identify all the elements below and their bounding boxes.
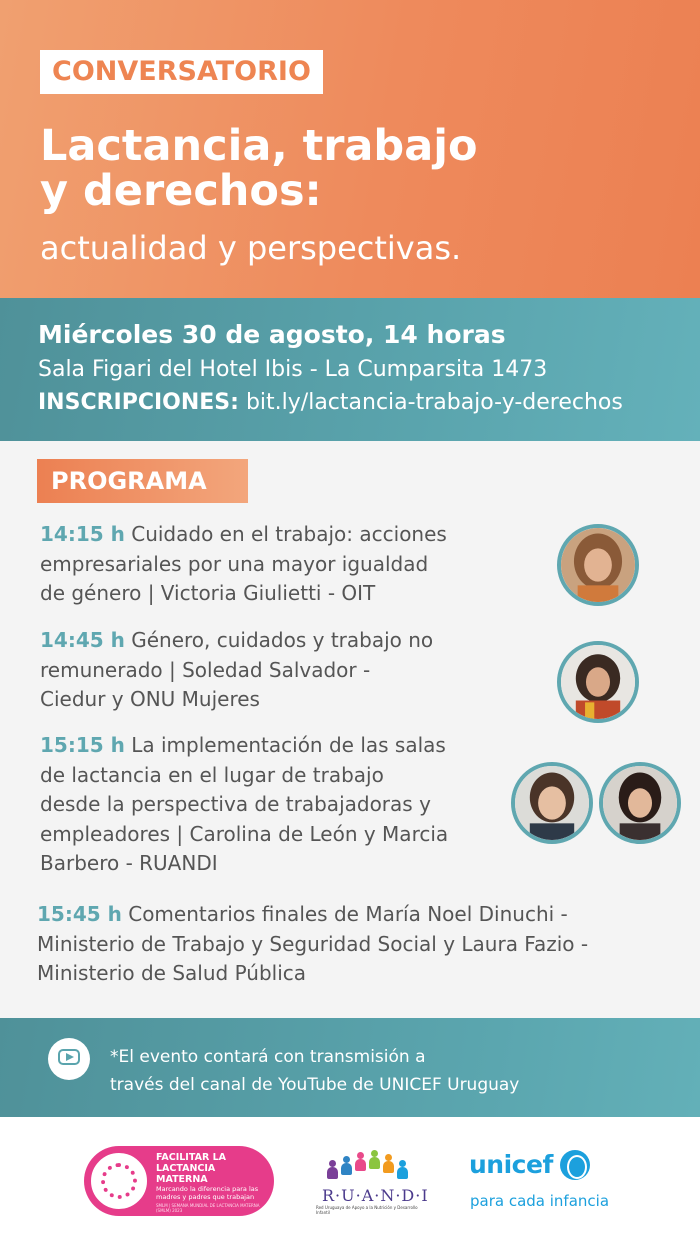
gear-icon bbox=[88, 1150, 150, 1212]
unicef-wordmark: unicef bbox=[469, 1150, 553, 1179]
stream-note bbox=[110, 1043, 519, 1099]
speaker-photo bbox=[561, 645, 635, 719]
event-date: Miércoles 30 de agosto, 14 horas bbox=[38, 320, 506, 349]
smlm-title bbox=[156, 1152, 226, 1185]
item-text: Ciedur y ONU Mujeres bbox=[40, 687, 260, 711]
speaker-photo bbox=[561, 528, 635, 602]
signup-label: INSCRIPCIONES: bbox=[38, 390, 239, 415]
child-figure-icon bbox=[368, 1150, 380, 1170]
speaker-avatar bbox=[599, 762, 681, 844]
item-time: 14:45 h bbox=[40, 628, 125, 652]
unicef-tagline: para cada infancia bbox=[470, 1192, 610, 1210]
event-venue: Sala Figari del Hotel Ibis - La Cumparsita 1473 bbox=[38, 357, 548, 382]
item-text: empleadores | Carolina de León y Marcia bbox=[40, 821, 449, 846]
ruandi-tagline: Red Uruguaya de Apoyo a la Nutrición y Desarrollo Infantil bbox=[316, 1205, 418, 1215]
program-item bbox=[40, 520, 447, 609]
child-figure-icon bbox=[382, 1154, 394, 1174]
ruandi-wordmark: R·U·A·N·D·I bbox=[322, 1186, 429, 1205]
item-text: Barbero - RUANDI bbox=[40, 851, 218, 875]
item-text: La implementación de las salas bbox=[124, 733, 446, 757]
smlm-subtitle: Marcando la diferencia para las madres y padres que trabajan bbox=[156, 1185, 259, 1201]
item-text: Cuidado en el trabajo: acciones bbox=[124, 522, 447, 546]
smlm-logo bbox=[84, 1146, 274, 1216]
smlm-title-line: MATERNA bbox=[156, 1174, 208, 1185]
signup-link[interactable]: bit.ly/lactancia-trabajo-y-derechos bbox=[245, 390, 623, 415]
speaker-avatar bbox=[511, 762, 593, 844]
title-line-1: Lactancia, trabajo bbox=[40, 121, 478, 171]
speaker-avatar bbox=[557, 641, 639, 723]
item-text: empresariales por una mayor igualdad bbox=[40, 551, 429, 576]
stream-note-line: *El evento contará con transmisión a bbox=[110, 1047, 426, 1067]
item-time: 15:15 h bbox=[40, 733, 125, 757]
smlm-title-line: LACTANCIA bbox=[156, 1163, 216, 1174]
unicef-globe-icon bbox=[560, 1150, 590, 1180]
child-figure-icon bbox=[354, 1152, 366, 1172]
item-time: 15:45 h bbox=[37, 902, 122, 926]
event-subtitle: actualidad y perspectivas. bbox=[40, 229, 462, 267]
item-time: 14:15 h bbox=[40, 522, 125, 546]
child-figure-icon bbox=[340, 1156, 352, 1176]
event-type-tag: CONVERSATORIO bbox=[40, 50, 323, 94]
program-heading: PROGRAMA bbox=[37, 459, 248, 503]
title-line-2: y derechos: bbox=[40, 166, 322, 216]
smlm-tiny-text: SMLM | SEMANA MUNDIAL DE LACTANCIA MATERNA (SMLM) 2023 bbox=[156, 1203, 260, 1213]
play-icon bbox=[66, 1053, 74, 1061]
item-text: de lactancia en el lugar de trabajo bbox=[40, 762, 384, 787]
item-text: desde la perspectiva de trabajadoras y bbox=[40, 792, 431, 816]
smlm-title-line: FACILITAR LA bbox=[156, 1152, 226, 1163]
program-item bbox=[37, 900, 588, 989]
speaker-photo bbox=[603, 766, 677, 840]
item-text: Género, cuidados y trabajo no bbox=[124, 628, 434, 652]
program-item bbox=[40, 626, 433, 715]
item-text: de género | Victoria Giulietti - OIT bbox=[40, 581, 376, 605]
signup-line bbox=[38, 387, 623, 419]
item-text: Ministerio de Trabajo y Seguridad Social y Laura Fazio - bbox=[37, 931, 589, 956]
item-text: remunerado | Soledad Salvador - bbox=[40, 657, 371, 682]
item-text: Comentarios finales de María Noel Dinuchi - bbox=[121, 902, 568, 926]
speaker-avatar bbox=[557, 524, 639, 606]
child-figure-icon bbox=[326, 1160, 338, 1180]
speaker-photo bbox=[515, 766, 589, 840]
program-item bbox=[40, 731, 448, 879]
stream-note-line: través del canal de YouTube de UNICEF Uruguay bbox=[110, 1075, 520, 1095]
item-text: Ministerio de Salud Pública bbox=[37, 961, 307, 985]
event-title bbox=[40, 121, 478, 216]
child-figure-icon bbox=[396, 1160, 408, 1180]
